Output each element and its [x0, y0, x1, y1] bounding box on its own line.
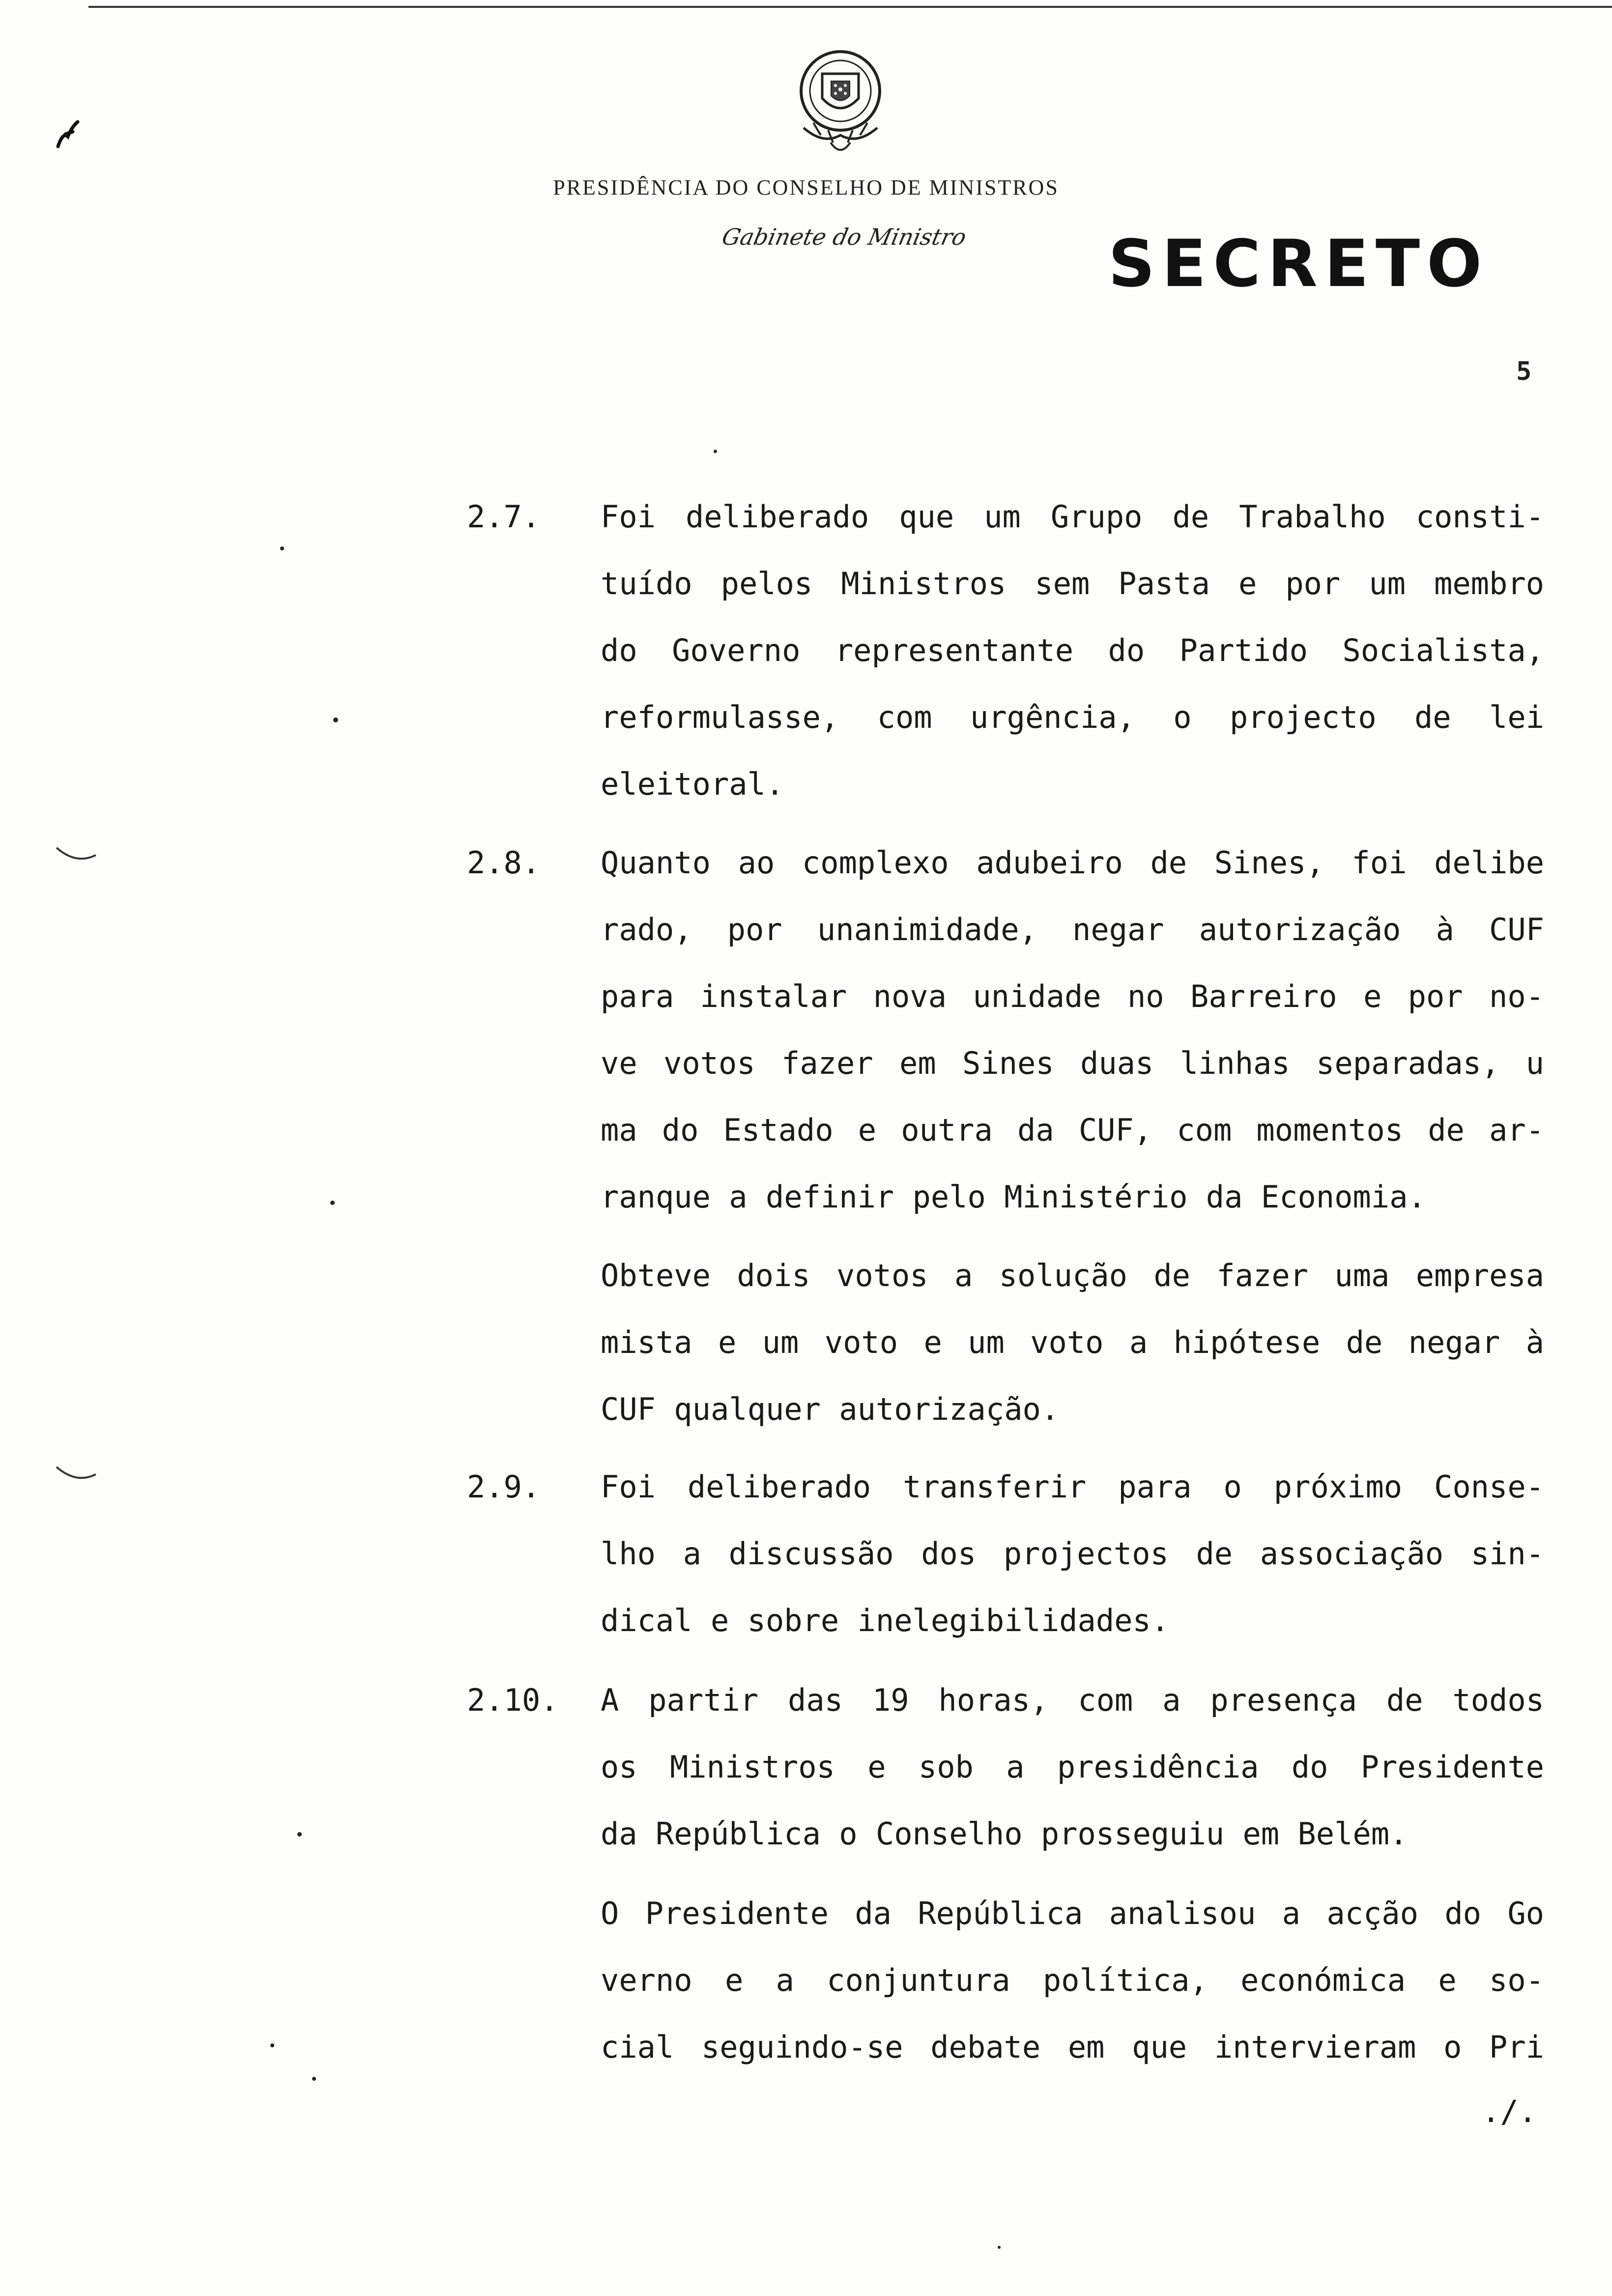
text-line: ma do Estado e outra da CUF, com momentos de ar-: [601, 1112, 1544, 1148]
top-border-line: [88, 6, 1612, 8]
paragraph: [601, 1242, 1544, 1443]
speck-mark: [280, 546, 284, 550]
text-line: O Presidente da República analisou a acção do Go: [601, 1895, 1544, 1931]
classification-stamp: SECRETO: [1108, 226, 1489, 302]
text-line: ranque a definir pelo Ministério da Economia.: [601, 1179, 1426, 1215]
text-line: reformulasse, com urgência, o projecto de lei: [601, 699, 1544, 735]
page-number: 5: [1516, 357, 1532, 386]
paragraph: [601, 1880, 1544, 2081]
item-number: 2.10.: [467, 1682, 559, 1718]
text-line: Quanto ao complexo adubeiro de Sines, foi delibe: [601, 845, 1544, 881]
speck-mark: [297, 1832, 302, 1837]
text-line: do Governo representante do Partido Socialista,: [601, 632, 1544, 668]
paragraph: [601, 484, 1544, 818]
speck-mark: [333, 718, 338, 722]
text-line: tuído pelos Ministros sem Pasta e por um membro: [601, 566, 1544, 602]
office-name: Gabinete do Ministro: [720, 224, 969, 250]
text-line: os Ministros e sob a presidência do Presidente: [601, 1749, 1544, 1785]
text-line: CUF qualquer autorização.: [601, 1391, 1060, 1427]
speck-mark: [330, 1201, 335, 1205]
text-line: Foi deliberado transferir para o próximo Conse-: [601, 1469, 1544, 1505]
punch-hole-mark-icon: [54, 1464, 98, 1484]
item-number: 2.9.: [467, 1469, 541, 1505]
text-line: Obteve dois votos a solução de fazer uma empresa: [601, 1258, 1544, 1293]
text-line: rado, por unanimidade, negar autorização à CUF: [601, 912, 1544, 947]
speck-mark: [270, 2043, 274, 2047]
paragraph: [601, 1454, 1544, 1654]
paragraph: [601, 1667, 1544, 1867]
text-line: cial seguindo-se debate em que intervieram o Pri: [601, 2029, 1544, 2065]
item-number: 2.8.: [467, 845, 541, 881]
text-line: mista e um voto e um voto a hipótese de negar à: [601, 1324, 1544, 1360]
text-line: para instalar nova unidade no Barreiro e por no-: [601, 978, 1544, 1014]
coat-of-arms-seal-icon: [784, 44, 897, 162]
text-line: Foi deliberado que um Grupo de Trabalho consti-: [601, 499, 1544, 535]
item-number: 2.7.: [467, 499, 541, 535]
organization-name: PRESIDÊNCIA DO CONSELHO DE MINISTROS: [553, 175, 1059, 200]
text-line: lho a discussão dos projectos de associação sin-: [601, 1536, 1544, 1572]
paragraph: [601, 830, 1544, 1231]
text-line: ve votos fazer em Sines duas linhas separadas, u: [601, 1045, 1544, 1081]
text-line: verno e a conjuntura política, económica e so-: [601, 1962, 1544, 1998]
continuation-mark: ./.: [1482, 2094, 1537, 2129]
speck-mark: [998, 2246, 1001, 2249]
text-line: dical e sobre inelegibilidades.: [601, 1603, 1170, 1638]
punch-hole-mark-icon: [54, 845, 98, 865]
pen-mark-icon: [53, 117, 83, 151]
text-line: eleitoral.: [601, 766, 784, 802]
text-line: da República o Conselho prosseguiu em Belém.: [601, 1816, 1408, 1852]
speck-mark: [714, 450, 717, 453]
speck-mark: [312, 2077, 316, 2081]
text-line: A partir das 19 horas, com a presença de todos: [601, 1682, 1544, 1718]
